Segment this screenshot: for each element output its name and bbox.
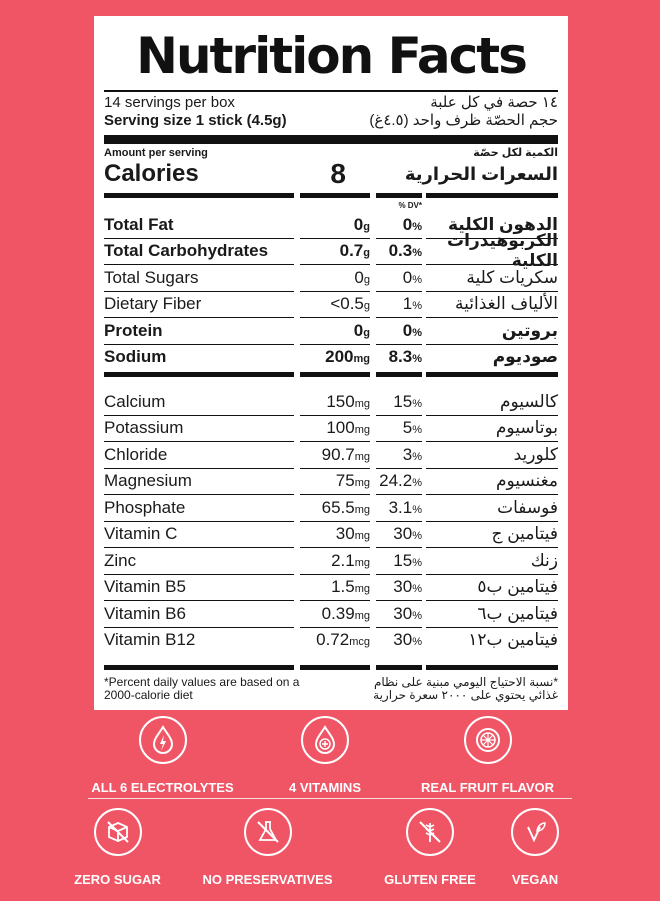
flask-crossed-icon bbox=[244, 808, 292, 856]
lightning-drop-icon bbox=[139, 716, 187, 764]
badge-vitamins-label: 4 VITAMINS bbox=[289, 780, 361, 795]
table-row bbox=[104, 442, 558, 468]
wheat-crossed-icon bbox=[406, 808, 454, 856]
nutrient-amount: 2.1mg bbox=[331, 550, 370, 570]
nutrient-amount: 1.5mg bbox=[331, 577, 370, 597]
nutrient-amount: 90.7mg bbox=[321, 444, 370, 464]
badge-gluten bbox=[365, 808, 495, 887]
nutrient-name: Sodium bbox=[104, 347, 167, 367]
nutrient-dv: 15% bbox=[393, 550, 422, 570]
table-row bbox=[104, 495, 558, 521]
nutrient-name-ar: كلوريد bbox=[513, 444, 558, 464]
dv-header: % DV* bbox=[398, 200, 422, 210]
nutrient-amount: 0.72mcg bbox=[316, 630, 370, 650]
serving-size-ar: حجم الحصّة ظرف واحد (٤.٥غ) bbox=[369, 112, 558, 129]
segment-divider bbox=[104, 193, 558, 198]
nutrient-name-ar: فوسفات bbox=[497, 497, 558, 517]
badge-gluten-label: GLUTEN FREE bbox=[384, 872, 476, 887]
serving-size-en: Serving size 1 stick (4.5g) bbox=[104, 112, 287, 129]
nutrient-name: Potassium bbox=[104, 418, 184, 438]
nutrient-amount: 100mg bbox=[326, 418, 370, 438]
minerals-table bbox=[104, 389, 558, 653]
nutrient-amount: 65.5mg bbox=[321, 497, 370, 517]
table-row bbox=[104, 389, 558, 415]
table-row bbox=[104, 318, 558, 344]
nutrient-name: Vitamin B12 bbox=[104, 630, 196, 650]
calories-value: 8 bbox=[330, 158, 346, 189]
divider-thick bbox=[104, 135, 558, 144]
amount-ar: الكمية لكل حصّة bbox=[473, 147, 558, 159]
nutrient-amount: 0g bbox=[353, 214, 370, 234]
nutrient-amount: 200mg bbox=[325, 347, 370, 367]
table-row bbox=[104, 575, 558, 601]
nutrient-name-ar: بروتين bbox=[501, 320, 558, 340]
nutrient-name: Zinc bbox=[104, 550, 137, 570]
nutrient-name: Vitamin B5 bbox=[104, 577, 186, 597]
footnote-ar: *نسبة الاحتياج اليومي مبنية على نظام غذائي يحتوي على ٢٠٠٠ سعرة حرارية bbox=[373, 675, 558, 702]
nutrient-name: Total Fat bbox=[104, 214, 174, 234]
table-row bbox=[104, 548, 558, 574]
nutrient-dv: 30% bbox=[393, 524, 422, 544]
badge-preservatives-label: NO PRESERVATIVES bbox=[202, 872, 333, 887]
nutrient-amount: 30mg bbox=[335, 524, 370, 544]
footnote-en: *Percent daily values are based on a 2000-calorie diet bbox=[104, 675, 300, 702]
table-row bbox=[104, 265, 558, 291]
nutrient-name: Total Carbohydrates bbox=[104, 241, 269, 261]
calories-row bbox=[104, 159, 558, 189]
calories-ar: السعرات الحرارية bbox=[404, 163, 558, 184]
calories-en: Calories bbox=[104, 160, 199, 187]
badge-vitamins bbox=[255, 716, 395, 795]
label-title: Nutrition Facts bbox=[136, 27, 526, 85]
nutrient-name-ar: مغنسيوم bbox=[495, 471, 558, 491]
nutrient-name-ar: كالسيوم bbox=[499, 391, 558, 411]
footnote bbox=[104, 676, 558, 702]
table-row bbox=[104, 469, 558, 495]
segment-divider bbox=[104, 665, 558, 670]
nutrient-name-ar: زنك bbox=[530, 550, 558, 570]
badge-electrolytes bbox=[80, 716, 245, 795]
nutrient-name-ar: فيتامين ب٦ bbox=[477, 603, 558, 623]
nutrient-dv: 30% bbox=[393, 630, 422, 650]
nutrient-name-ar: الألياف الغذائية bbox=[455, 294, 558, 314]
servings-row bbox=[104, 94, 558, 112]
servings-en: 14 servings per box bbox=[104, 94, 235, 111]
nutrient-dv: 15% bbox=[393, 391, 422, 411]
badge-fruit bbox=[405, 716, 570, 795]
nutrition-label bbox=[94, 16, 568, 710]
nutrient-name-ar: فيتامين ج bbox=[491, 524, 558, 544]
nutrient-name: Vitamin B6 bbox=[104, 603, 186, 623]
nutrient-dv: 0% bbox=[402, 214, 422, 234]
dv-header-row bbox=[104, 198, 558, 212]
nutrient-name-ar: الدهون الكلية bbox=[448, 214, 558, 234]
nutrient-name: Calcium bbox=[104, 391, 166, 411]
nutrient-dv: 1% bbox=[402, 294, 422, 314]
nutrient-amount: 150mg bbox=[326, 391, 370, 411]
badge-sugar-label: ZERO SUGAR bbox=[74, 872, 161, 887]
plus-drop-icon bbox=[301, 716, 349, 764]
table-row bbox=[104, 416, 558, 442]
nutrient-name: Vitamin C bbox=[104, 524, 178, 544]
nutrient-dv: 30% bbox=[393, 577, 422, 597]
nutrient-name-ar: فيتامين ب١٢ bbox=[468, 630, 558, 650]
badge-sugar bbox=[60, 808, 175, 887]
divider bbox=[104, 90, 558, 92]
badge-divider bbox=[88, 798, 572, 799]
table-row bbox=[104, 231, 558, 271]
nutrient-amount: 75mg bbox=[335, 471, 370, 491]
sugar-cube-crossed-icon bbox=[94, 808, 142, 856]
nutrient-dv: 0.3% bbox=[388, 241, 422, 261]
vegan-leaf-icon bbox=[511, 808, 559, 856]
table-row bbox=[104, 628, 558, 654]
segment-divider bbox=[104, 372, 558, 377]
nutrient-name-ar: صوديوم bbox=[492, 347, 558, 367]
nutrient-name: Phosphate bbox=[104, 497, 186, 517]
nutrient-dv: 0% bbox=[402, 320, 422, 340]
nutrients-table bbox=[104, 212, 558, 370]
table-row bbox=[104, 345, 558, 371]
nutrient-name: Magnesium bbox=[104, 471, 192, 491]
table-row bbox=[104, 601, 558, 627]
badge-electrolytes-label: ALL 6 ELECTROLYTES bbox=[91, 780, 234, 795]
servings-ar: ١٤ حصة في كل علبة bbox=[430, 94, 558, 111]
nutrient-name: Chloride bbox=[104, 444, 168, 464]
nutrient-name-ar: فيتامين ب٥ bbox=[477, 577, 558, 597]
nutrient-dv: 5% bbox=[402, 418, 422, 438]
badge-vegan bbox=[500, 808, 570, 887]
citrus-icon bbox=[464, 716, 512, 764]
serving-size-row bbox=[104, 112, 558, 130]
nutrient-dv: 24.2% bbox=[379, 471, 422, 491]
nutrient-name-ar: بوتاسيوم bbox=[495, 418, 558, 438]
badge-preservatives bbox=[185, 808, 350, 887]
nutrient-dv: 3% bbox=[402, 444, 422, 464]
badge-vegan-label: VEGAN bbox=[511, 872, 559, 887]
badge-fruit-label: REAL FRUIT FLAVOR bbox=[420, 780, 555, 795]
nutrient-dv: 3.1% bbox=[388, 497, 422, 517]
nutrient-name-ar: الكربوهيدرات الكلية bbox=[447, 231, 558, 271]
table-row bbox=[104, 522, 558, 548]
nutrient-amount: 0.39mg bbox=[321, 603, 370, 623]
nutrient-amount: <0.5g bbox=[330, 294, 370, 314]
nutrient-dv: 30% bbox=[393, 603, 422, 623]
nutrient-dv: 0% bbox=[402, 267, 422, 287]
nutrient-dv: 8.3% bbox=[388, 347, 422, 367]
nutrient-amount: 0g bbox=[354, 267, 370, 287]
amount-en: Amount per serving bbox=[104, 147, 208, 159]
table-row bbox=[104, 292, 558, 318]
nutrient-amount: 0g bbox=[353, 320, 370, 340]
nutrient-name: Total Sugars bbox=[104, 267, 199, 287]
nutrient-name: Protein bbox=[104, 320, 163, 340]
nutrient-name-ar: سكريات كلية bbox=[466, 267, 558, 287]
nutrient-name: Dietary Fiber bbox=[104, 294, 202, 314]
nutrient-amount: 0.7g bbox=[339, 241, 370, 261]
